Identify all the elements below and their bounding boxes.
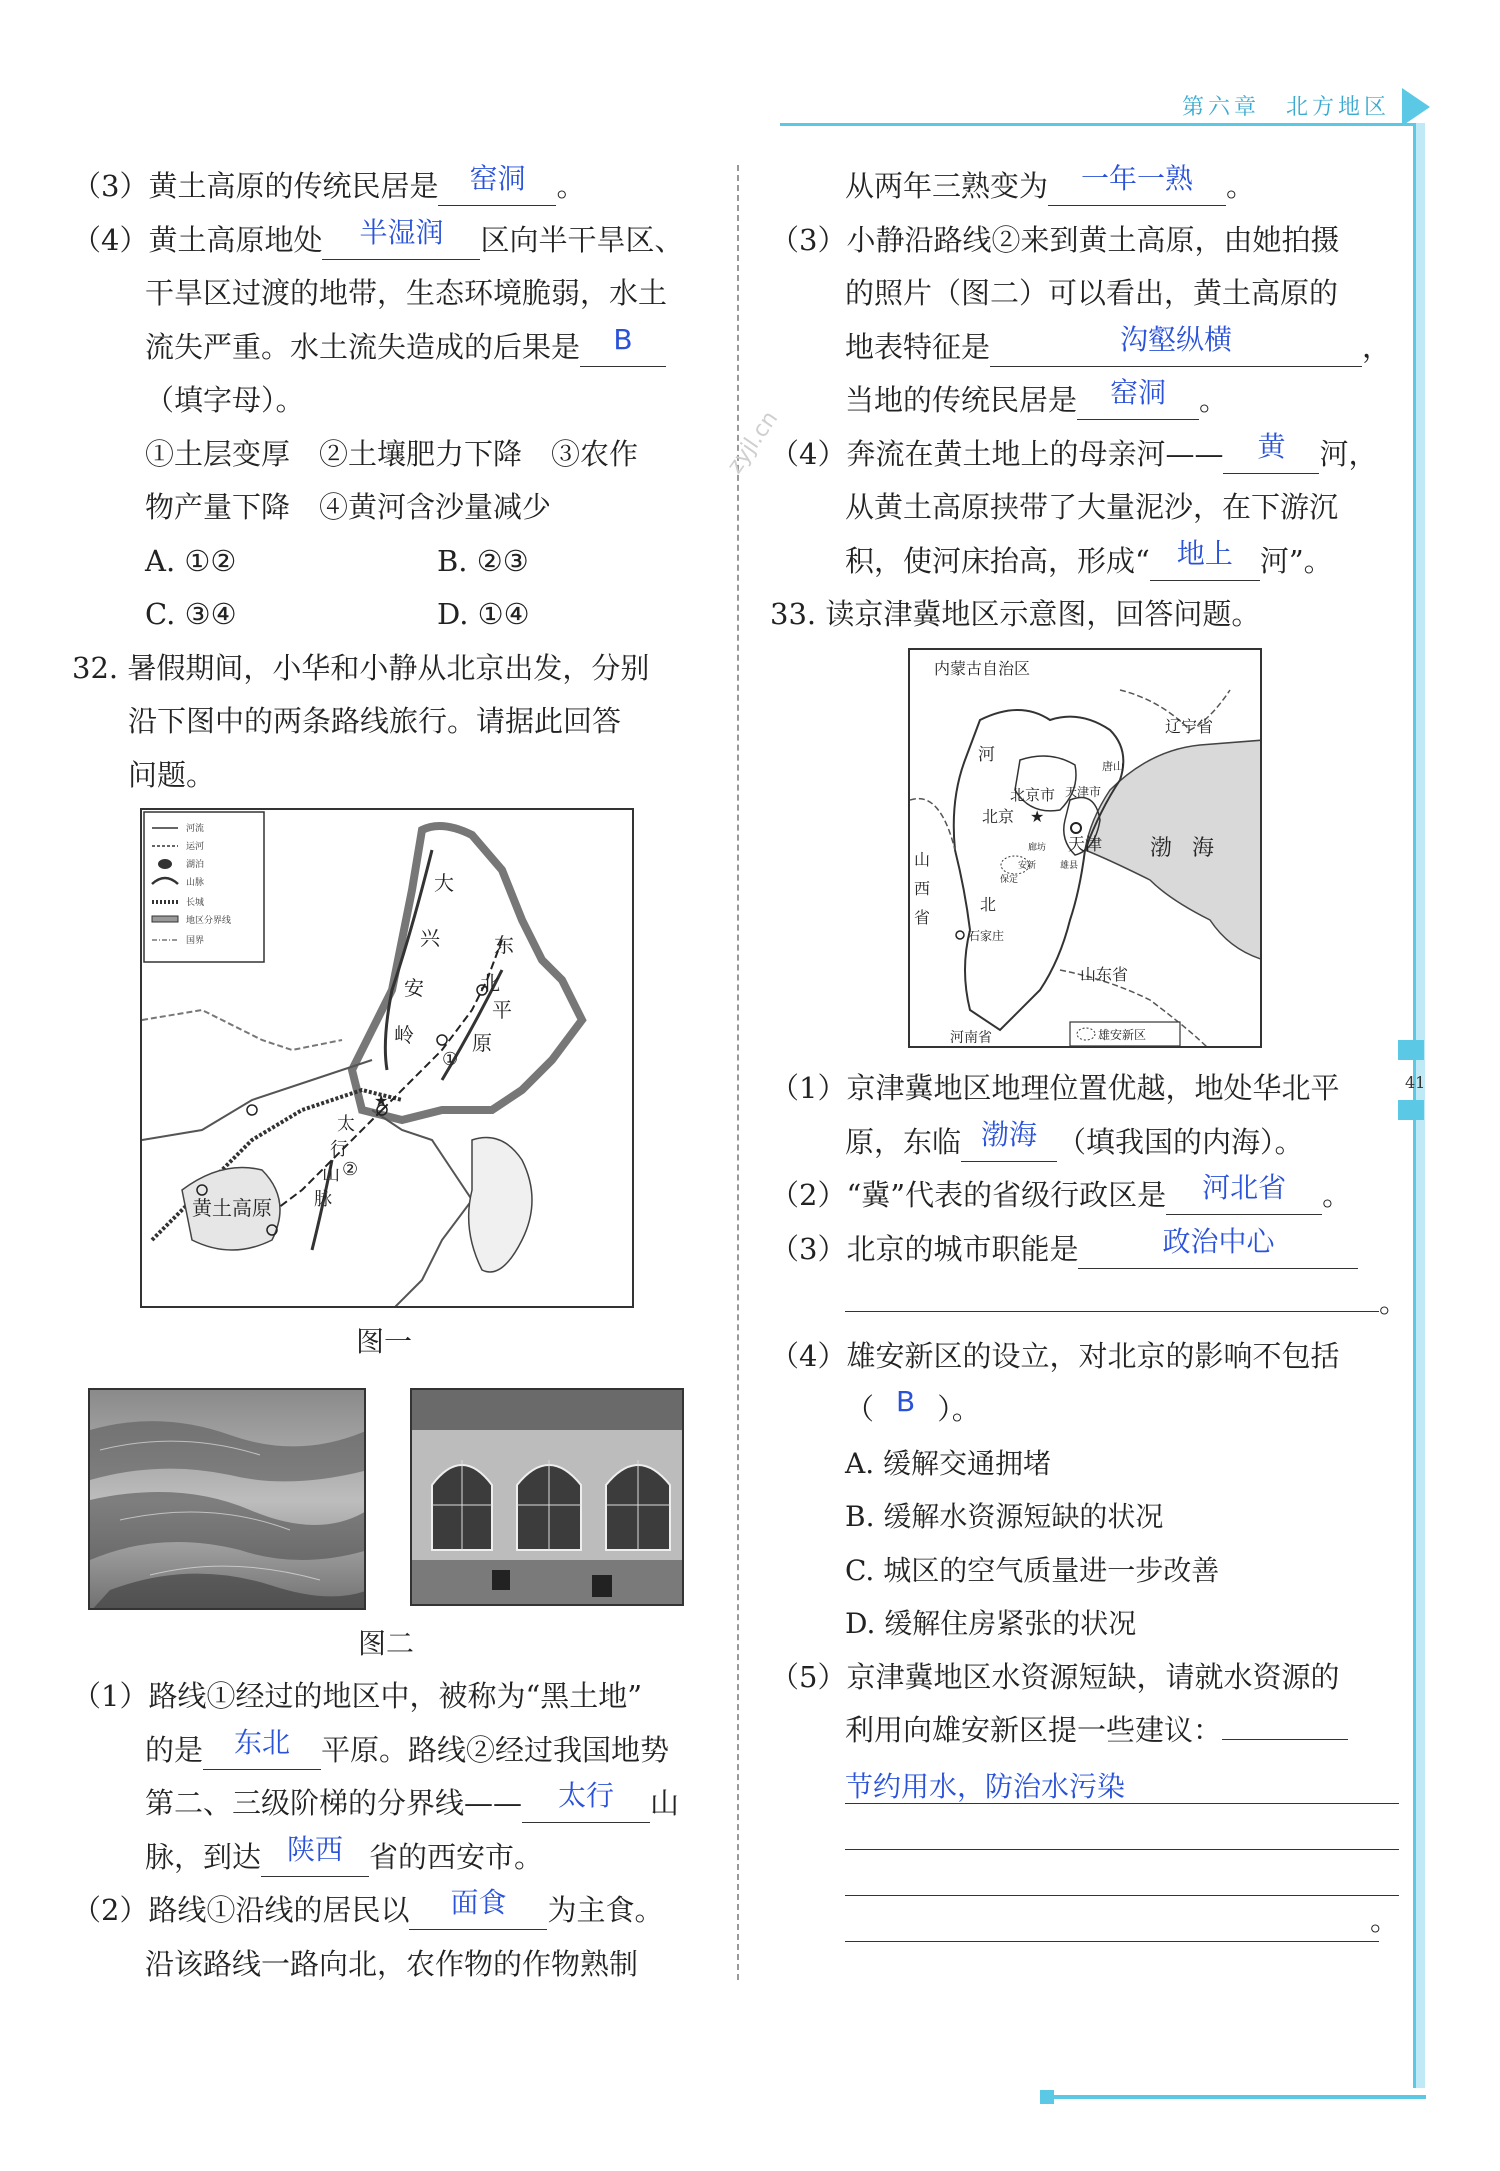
q32-2-line1 <box>72 1884 712 1938</box>
q33-4-option-c: C. 城区的空气质量进一步改善 <box>845 1553 1220 1587</box>
choice-b: B. ②③ <box>437 543 529 578</box>
side-tab-marker-lower <box>1398 1100 1424 1120</box>
right-column <box>770 160 1400 642</box>
map2-label-bei: 北 <box>980 895 997 914</box>
q32-1-l2-text: 的是 <box>145 1732 204 1767</box>
q32-4-l3-blank <box>1150 536 1260 581</box>
q32-4-l1-text: （4）奔流在黄土地上的母亲河—— <box>770 436 1224 471</box>
map2-label-shijiazhuang: 石家庄 <box>968 929 1005 943</box>
q31-options-line2: 物产量下降 ④黄河含沙量减少 <box>145 490 552 524</box>
q32-3-l3-blank <box>990 322 1362 367</box>
figure2-loess-photo <box>88 1388 366 1610</box>
q33-1-l2-text: 原，东临 <box>845 1124 962 1159</box>
q32-1-l3-end: 山 <box>650 1786 680 1820</box>
q32-4-line1 <box>770 428 1400 482</box>
map2-label-beijing: 北京 <box>982 807 1015 826</box>
map1-label-ping: 平 <box>492 998 512 1022</box>
q31-4-text: （4）黄土高原地处 <box>72 222 323 257</box>
left-column <box>72 160 712 802</box>
map1-label-bei: 北 <box>480 971 500 995</box>
legend-mountain: 山脉 <box>186 878 205 888</box>
loess-photo-svg <box>90 1390 366 1610</box>
q31-3-answer: 窑洞 <box>469 162 526 195</box>
q31-4-line2: 干旱区过渡的地带，生态环境脆弱，水土 <box>145 276 668 310</box>
q32-1-l3-blank <box>522 1779 650 1823</box>
q32-3-line4 <box>770 374 1400 428</box>
route-2-marker: ② <box>342 1159 359 1180</box>
q32-2-line3 <box>770 160 1400 214</box>
map1-label-ling: 岭 <box>394 1023 414 1047</box>
q32-1-line4 <box>72 1831 712 1885</box>
map2-label-inner-mongolia: 内蒙古自治区 <box>934 659 1031 678</box>
jingjinji-map <box>908 648 1262 1048</box>
figure1-caption: 图一 <box>356 1325 413 1358</box>
map2-label-anxin: 安新 <box>1018 861 1037 871</box>
map1-label-loess-plateau: 黄土高原 <box>192 1196 272 1220</box>
map2-label-shandong: 山东省 <box>1080 965 1129 984</box>
q33-1-line2 <box>770 1116 1400 1170</box>
q31-3-blank <box>438 162 556 206</box>
q33-4-option-b: B. 缓解水资源短缺的状况 <box>845 1500 1164 1533</box>
q31-4-l3-blank <box>580 322 666 367</box>
q32-4-l1-end: 河， <box>1319 436 1378 471</box>
q32-3-l3-end: ， <box>1362 329 1392 364</box>
choice-c: C. ③④ <box>145 597 237 631</box>
q33-3-end: 。 <box>1379 1285 1409 1319</box>
figure2-caption: 图二 <box>358 1627 415 1660</box>
q33-2-blank <box>1166 1171 1322 1215</box>
q33-5-answer: 节约用水，防治水污染 <box>845 1769 1126 1803</box>
right-column-lower <box>770 1062 1409 1942</box>
q32-2-line2: 沿该路线一路向北，农作物的作物熟制 <box>145 1946 639 1981</box>
map2-label-bo: 渤 <box>1150 836 1173 861</box>
map1-label-yuan: 原 <box>472 1031 492 1055</box>
q33-2-answer: 河北省 <box>1202 1171 1287 1204</box>
q33-4-paren-open: （ <box>845 1392 875 1426</box>
footer-rule <box>1054 2095 1426 2099</box>
legend-great-wall: 长城 <box>186 898 205 908</box>
q33-1-l2-answer: 渤海 <box>981 1117 1038 1151</box>
q32-2-answer: 面食 <box>450 1886 507 1919</box>
footer-marker <box>1040 2090 1054 2104</box>
q32-intro-line3: 问题。 <box>128 757 216 792</box>
map2-label-henan: 河南省 <box>950 1030 992 1046</box>
q32-3-line1: （3）小静沿路线②来到黄土高原，由她拍摄 <box>770 222 1340 257</box>
route-1-marker: ① <box>442 1049 459 1070</box>
q32-3-l4-blank <box>1077 376 1199 420</box>
q31-4-l3-text: 流失严重。水土流失造成的后果是 <box>145 329 581 364</box>
q31-4-line3 <box>72 321 712 375</box>
q33-3-text: （3）北京的城市职能是 <box>770 1231 1079 1266</box>
map1-label-xing: 兴 <box>420 926 440 950</box>
q32-3-l4-end: 。 <box>1199 383 1229 417</box>
q33-4-line1: （4）雄安新区的设立，对北京的影响不包括 <box>770 1338 1340 1373</box>
map1-label-shan: 山 <box>322 1164 340 1185</box>
q31-4-text-end: 区向半干旱区、 <box>480 222 684 257</box>
q32-4-l3-answer: 地上 <box>1176 536 1233 570</box>
q33-3-blank <box>1078 1224 1358 1269</box>
q33-4-answer: B <box>896 1385 916 1418</box>
q33-5-answer-line4-rule <box>845 1896 1379 1942</box>
header-rule <box>780 123 1420 126</box>
q32-3-line2: 的照片（图二）可以看出，黄土高原的 <box>845 276 1339 310</box>
map2-label-xi: 西 <box>914 879 931 898</box>
q33-1-line1: （1）京津冀地区地理位置优越，地处华北平 <box>770 1071 1340 1105</box>
q32-1-l2-answer: 东北 <box>234 1725 291 1759</box>
map2-label-xiongan: 雄安新区 <box>1098 1028 1147 1042</box>
q32-1-l4-blank <box>261 1832 369 1877</box>
q33-5-l2-blank <box>1222 1710 1348 1740</box>
q32-3-l4-answer: 窑洞 <box>1110 376 1167 409</box>
q32-1-l4-text: 脉，到达 <box>145 1839 262 1874</box>
q33-3-answer: 政治中心 <box>1162 1224 1275 1258</box>
map2-label-shan: 山 <box>914 850 931 869</box>
q32-4-l1-answer: 黄 <box>1257 429 1286 463</box>
q32-1-l3-text: 第二、三级阶梯的分界线—— <box>145 1786 523 1820</box>
page-number: 41 <box>1405 1073 1426 1092</box>
legend-national-border: 国界 <box>186 936 205 946</box>
map2-label-langfang: 廊坊 <box>1028 843 1047 853</box>
side-tab-marker <box>1398 1040 1424 1060</box>
watermark: zyjl.cn <box>722 406 784 479</box>
choice-d: D. ①④ <box>437 597 530 631</box>
map2-label-tangshan: 唐山 <box>1102 760 1124 773</box>
q33-2-text: （2）“冀”代表的省级行政区是 <box>770 1178 1167 1212</box>
q33-4-paren-close: ）。 <box>937 1392 981 1426</box>
map1-label-an: 安 <box>404 976 424 1000</box>
map2-label-liaoning: 辽宁省 <box>1165 717 1214 736</box>
beijing-star-icon: ★ <box>374 1091 389 1110</box>
q33-1-l2-blank <box>961 1117 1057 1162</box>
q33-5-end: 。 <box>1369 1903 1399 1937</box>
left-column-lower <box>72 1670 712 1991</box>
q32-4-l3-end: 河”。 <box>1259 543 1333 578</box>
beijing-star-icon: ★ <box>1030 807 1045 826</box>
q32-4-l1-blank <box>1223 429 1319 474</box>
map2-label-baoding: 保定 <box>1000 875 1019 885</box>
q32-intro-line2: 沿下图中的两条路线旅行。请据此回答 <box>128 704 622 738</box>
map2-label-beijing-city: 北京市 <box>1010 786 1056 804</box>
q33-5-answer-line4 <box>845 1896 1399 1942</box>
q32-2-l3-text: 从两年三熟变为 <box>845 169 1049 203</box>
q32-2-blank <box>409 1886 547 1930</box>
q31-3-end: 。 <box>556 169 586 203</box>
header-tab-arrow <box>1402 88 1430 126</box>
q32-2-l3-answer: 一年一熟 <box>1081 162 1194 195</box>
q32-4-line3 <box>770 535 1400 589</box>
q32-3-l4-text: 当地的传统民居是 <box>845 383 1078 417</box>
map1-label-hang: 行 <box>330 1139 348 1160</box>
q32-4-l3-text: 积，使河床抬高，形成“ <box>845 543 1150 578</box>
map2-label-tianjin-city: 天津市 <box>1065 785 1102 799</box>
map1-label-dong: 东 <box>494 933 514 957</box>
map2-label-xiongxian: 雄县 <box>1060 861 1079 871</box>
cave-dwelling-svg <box>412 1390 684 1606</box>
legend-canal: 运河 <box>186 842 205 852</box>
q31-3-line <box>72 160 712 214</box>
q33-4-option-d: D. 缓解住房紧张的状况 <box>845 1607 1137 1640</box>
figure1-route-map <box>140 808 634 1308</box>
q32-2-end: 为主食。 <box>547 1893 664 1927</box>
q33-4-option-a: A. 缓解交通拥堵 <box>845 1446 1052 1480</box>
q33-3-blank-line2 <box>845 1282 1379 1312</box>
q31-4-blank <box>322 215 480 260</box>
map1-label-da: 大 <box>434 871 454 895</box>
q32-1-l2-blank <box>203 1725 321 1770</box>
column-divider <box>737 165 739 1980</box>
q32-1-l4-answer: 陕西 <box>287 1832 344 1866</box>
figure2-cave-dwelling-photo <box>410 1388 684 1606</box>
q33-5-answer-line1 <box>845 1758 1399 1804</box>
q32-4-line2: 从黄土高原挟带了大量泥沙，在下游沉 <box>845 490 1339 524</box>
legend-lake: 湖泊 <box>186 860 205 870</box>
q32-1-l2-end: 平原。路线②经过我国地势 <box>321 1732 670 1767</box>
q33-5-l2-text: 利用向雄安新区提一些建议： <box>845 1713 1223 1747</box>
q32-3-l3-answer: 沟壑纵横 <box>1120 322 1233 356</box>
q33-5-answer-line3 <box>845 1850 1399 1896</box>
q33-1-l2-end: （填我国的内海）。 <box>1057 1124 1304 1159</box>
q33-2-line <box>770 1169 1400 1223</box>
route-map-svg <box>142 810 634 1308</box>
q32-3-l3-text: 地表特征是 <box>845 329 991 364</box>
q33-3-line <box>770 1223 1400 1277</box>
q32-2-l3-blank <box>1048 162 1226 206</box>
chapter-title: 第六章 北方地区 <box>1181 95 1390 120</box>
map2-label-sheng: 省 <box>914 908 931 927</box>
q31-3-text: （3）黄土高原的传统民居是 <box>72 169 439 203</box>
q31-choices-ab <box>72 535 712 589</box>
map2-label-hai: 海 <box>1192 836 1215 861</box>
q32-1-line1: （1）路线①经过的地区中，被称为“黑土地” <box>72 1679 643 1713</box>
legend-river: 河流 <box>186 824 205 834</box>
q33-intro: 33. 读京津冀地区示意图，回答问题。 <box>770 597 1261 631</box>
q31-4-line <box>72 214 712 268</box>
q32-1-l3-answer: 太行 <box>558 1779 615 1812</box>
q33-5-line1: （5）京津冀地区水资源短缺，请就水资源的 <box>770 1659 1340 1694</box>
q32-1-l4-end: 省的西安市。 <box>369 1839 544 1874</box>
q33-3-line2 <box>770 1276 1409 1330</box>
map2-label-tianjin: 天津 <box>1068 835 1102 855</box>
map1-label-tai: 太 <box>337 1114 355 1135</box>
q32-2-l3-end: 。 <box>1226 169 1256 203</box>
jingjinji-map-svg <box>910 650 1262 1048</box>
q32-1-line2 <box>72 1724 712 1778</box>
q33-5-line2 <box>770 1704 1400 1758</box>
q32-intro-line1: 32. 暑假期间，小华和小静从北京出发，分别 <box>72 650 650 685</box>
q31-4-l3-answer: B <box>613 322 633 356</box>
q32-1-line3 <box>72 1777 712 1831</box>
choice-a: A. ①② <box>145 543 237 578</box>
q33-2-end: 。 <box>1322 1178 1352 1212</box>
q32-2-text: （2）路线①沿线的居民以 <box>72 1893 410 1927</box>
q31-4-answer: 半湿润 <box>359 215 444 249</box>
q31-choices-cd <box>72 588 712 642</box>
q31-4-line4: （填字母）。 <box>145 383 305 417</box>
q31-options-line1: ①土层变厚 ②土壤肥力下降 ③农作 <box>145 436 639 471</box>
q33-4-line2 <box>770 1383 1400 1437</box>
legend-region-boundary: 地区分界线 <box>186 916 232 926</box>
map2-label-he: 河 <box>978 745 995 765</box>
q32-3-line3 <box>770 321 1400 375</box>
map1-label-mai: 脉 <box>314 1189 332 1210</box>
